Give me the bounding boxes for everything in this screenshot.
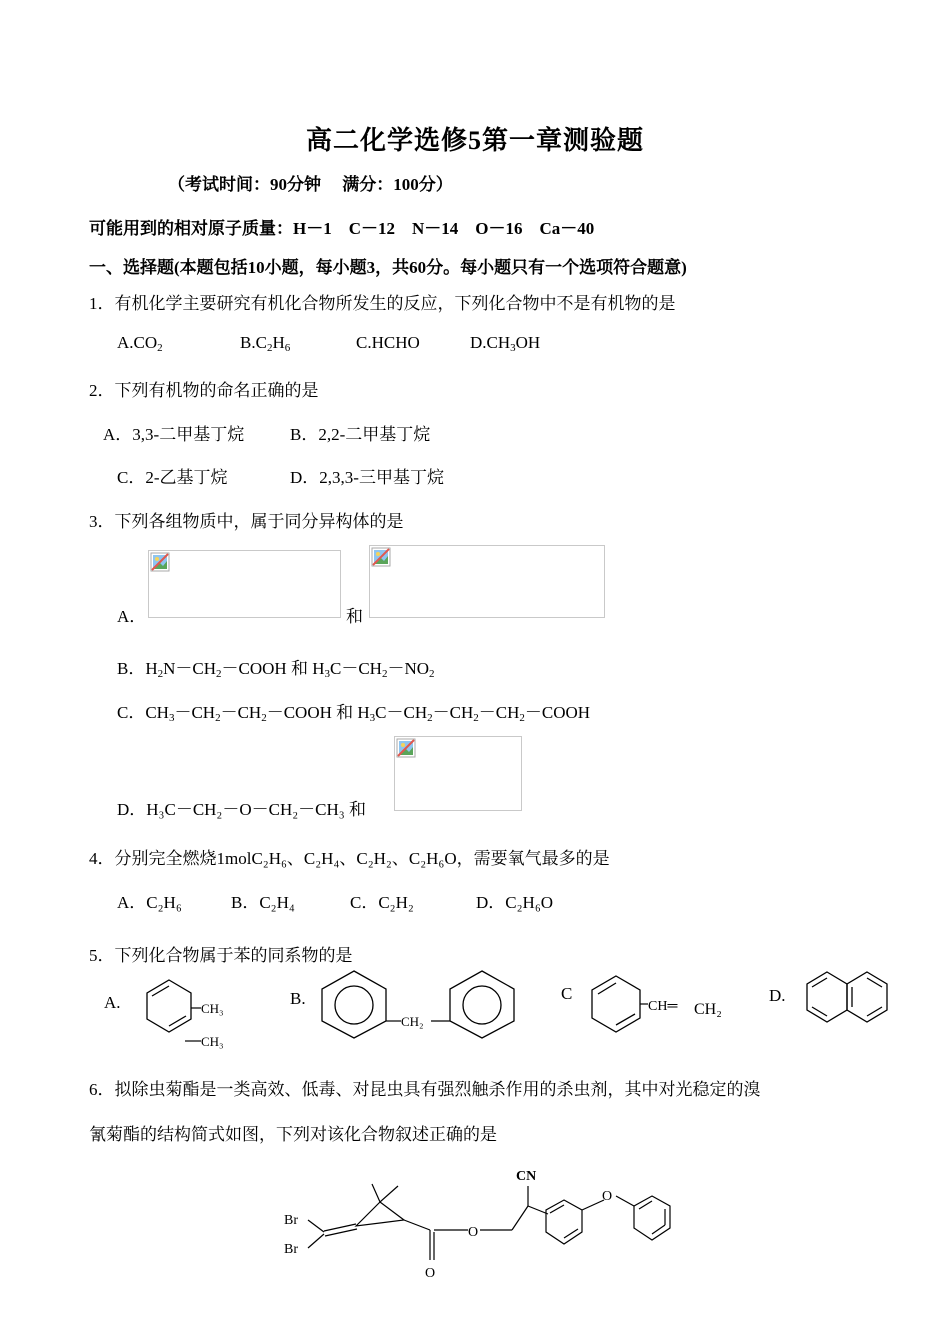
q5-c-structure [588, 972, 738, 1037]
q4-option-d: D．C₂H₆O [476, 893, 554, 912]
q5-option-d-label: D. [769, 986, 786, 1005]
q5-option-a-label: A. [104, 993, 121, 1012]
q6-br-2: Br [284, 1242, 298, 1257]
q2-option-d: D．2,3,3-三甲基丁烷 [290, 468, 444, 487]
q5-c-ch: CH═ [648, 999, 678, 1014]
q3-a-image-1 [148, 550, 341, 618]
q3-option-c: C．$CH_3-CH_2-CH_2-COOH$ 和 $H_3C-CH_2-CH_2-CH_2-COOH$ [117, 703, 591, 724]
q4-option-a: A．C₂H₆ [117, 893, 182, 912]
q1-option-c: C.HCHO [356, 333, 420, 352]
q5-a-structure [135, 973, 245, 1053]
question-5-stem: 5．下列化合物属于苯的同系物的是 [89, 946, 353, 965]
q3-d-image [394, 736, 522, 811]
q2-option-c: C．2-乙基丁烷 [117, 468, 228, 487]
q1-option-a: $A.CO_2$ [117, 333, 163, 354]
q6-cn: CN [516, 1169, 537, 1184]
q3-option-d: D．H₃C－CH₂－O－CH₂－CH₃ 和 [117, 800, 366, 819]
question-6-stem-line1: 6．拟除虫菊酯是一类高效、低毒、对昆虫具有强烈触杀作用的杀虫剂，其中对光稳定的溴 [89, 1080, 761, 1099]
q3-option-b: B．$H_2N-CH_2-COOH$ 和 $H_3C-CH_2-NO_2$ [117, 659, 435, 680]
q5-option-c-label: C [561, 984, 573, 1003]
exam-info: （考试时间：90分钟 满分：100分） [168, 175, 453, 194]
q6-o-ester: O [468, 1225, 479, 1240]
q1-option-b: $B.C_2H_6$ [240, 333, 291, 354]
q4-option-b: B．C₂H₄ [231, 893, 295, 912]
question-6-stem-line2: 氰菊酯的结构简式如图，下列对该化合物叙述正确的是 [89, 1125, 497, 1144]
question-1-stem: 1．有机化学主要研究有机化合物所发生的反应，下列化合物中不是有机物的是 [89, 294, 676, 313]
q6-o-carbonyl: O [425, 1266, 436, 1281]
q3-option-a-label: A． [117, 607, 147, 626]
q3-a-image-2 [369, 545, 605, 618]
q1-option-d: $D.CH_3OH$ [470, 333, 541, 354]
q5-b-ch2: CH₂ [401, 1014, 424, 1029]
broken-image-icon [371, 547, 391, 567]
q2-option-a: A．3,3-二甲基丁烷 [103, 425, 245, 444]
q5-option-b-label: B. [290, 989, 306, 1008]
question-4-stem: 4．分别完全燃烧1molC₂H₆、C₂H₄、C₂H₂、C₂H₆O，需要氧气最多的是 [89, 849, 610, 868]
q5-d-structure [804, 967, 894, 1035]
page-title: 高二化学选修5第一章测验题 [305, 126, 644, 155]
section-heading: 一、选择题(本题包括10小题，每小题3，共60分。每小题只有一个选项符合题意) [89, 258, 687, 277]
q2-option-b: B．2,2-二甲基丁烷 [290, 425, 431, 444]
question-3-stem: 3．下列各组物质中，属于同分异构体的是 [89, 512, 404, 531]
q5-a-ch3-1: CH₃ [201, 1001, 224, 1016]
q6-br-1: Br [284, 1213, 298, 1228]
q5-b-structure [315, 967, 525, 1042]
q3-a-and: 和 [346, 607, 363, 626]
broken-image-icon [396, 738, 416, 758]
broken-image-icon [150, 552, 170, 572]
q5-a-ch3-2: CH₃ [201, 1034, 224, 1049]
q6-structure [284, 1162, 684, 1287]
atomic-mass-line: 可能用到的相对原子质量：H－1 C－12 N－14 O－16 Ca－40 [89, 219, 595, 238]
q5-c-ch2: CH₂ [694, 1001, 722, 1018]
q6-o-ether: O [602, 1189, 613, 1204]
question-2-stem: 2．下列有机物的命名正确的是 [89, 381, 319, 400]
q4-option-c: C．C₂H₂ [350, 893, 414, 912]
